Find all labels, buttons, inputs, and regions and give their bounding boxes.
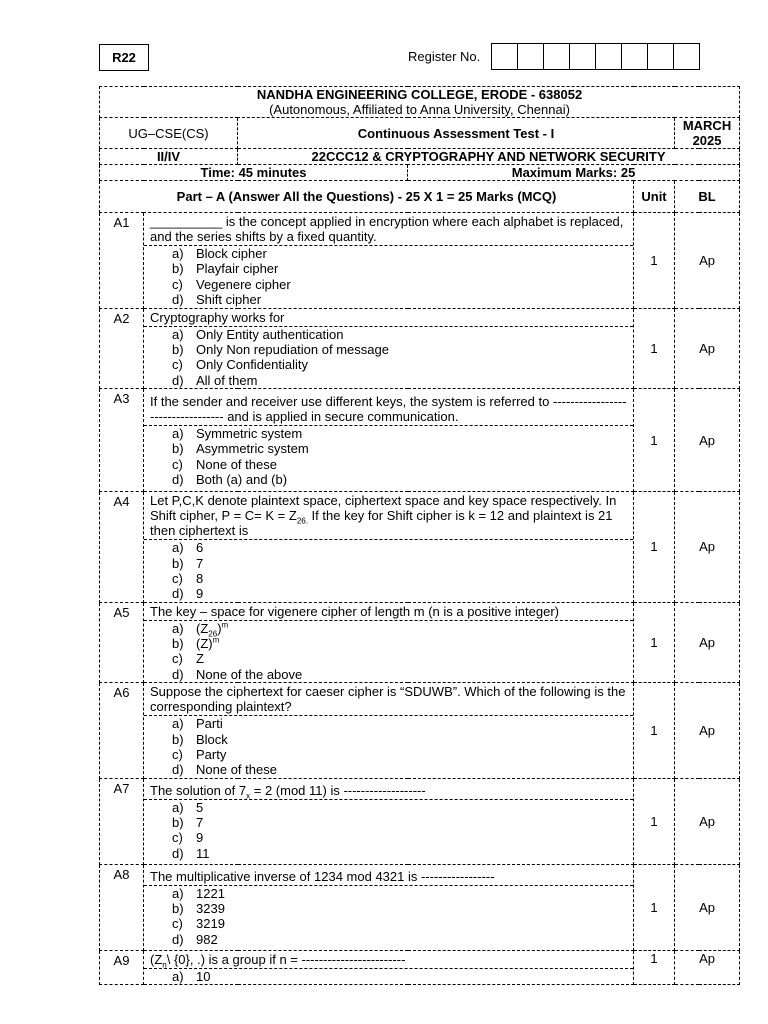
option-subscript: 26 [208, 629, 218, 639]
option-text-part: Shift cipher [196, 292, 262, 308]
option-text [196, 426, 302, 441]
option-text [196, 261, 278, 276]
option-letter: c) [172, 651, 183, 667]
register-digit-box[interactable] [673, 43, 700, 70]
option-item [172, 747, 633, 762]
option-text [196, 901, 225, 916]
option-text-part: 9 [196, 830, 204, 846]
bloom-level: Ap [675, 389, 740, 492]
option-superscript: m [212, 635, 220, 645]
option-letter: c) [172, 747, 183, 763]
question-text [144, 782, 633, 800]
bloom-level: Ap [675, 308, 740, 389]
test-name: Continuous Assessment Test - I [238, 118, 675, 149]
option-text-part: 10 [196, 968, 211, 984]
option-text [196, 651, 204, 666]
bloom-level: Ap [675, 213, 740, 309]
options-list [144, 968, 633, 984]
option-text [196, 571, 203, 586]
part-a-title: Part – A (Answer All the Questions) - 25 X 1 = 25 Marks (MCQ) [100, 181, 634, 213]
register-digit-box[interactable] [491, 43, 518, 70]
register-digit-box[interactable] [647, 43, 674, 70]
unit-value: 1 [634, 950, 675, 984]
regulation-code: R22 [99, 44, 149, 71]
course-title: 22CCC12 & CRYPTOGRAPHY AND NETWORK SECURITY [238, 149, 740, 165]
option-letter: b) [172, 261, 184, 277]
question-text: Cryptography works for [144, 309, 633, 327]
option-text-part: Playfair cipher [196, 261, 279, 277]
question-number: A4 [100, 492, 144, 603]
option-text [196, 277, 291, 292]
option-text-part: Vegenere cipher [196, 276, 291, 292]
question-row [100, 308, 740, 389]
option-item [172, 357, 633, 372]
option-text-part: Parti [196, 716, 223, 732]
question-text: The key – space for vigenere cipher of length m (n is a positive integer) [144, 603, 633, 621]
option-item [172, 292, 633, 307]
option-letter: a) [172, 540, 184, 556]
option-text [196, 830, 203, 845]
options-list [144, 799, 633, 861]
question-text-subscript: n [162, 960, 167, 970]
question-number: A9 [100, 950, 144, 984]
option-item [172, 846, 633, 861]
option-text-part: None of these [196, 762, 277, 778]
question-text-part: Let P,C,K denote plaintext space, ciphertext space and key space respectively. In Shift cipher, P = C= K = Z [150, 493, 617, 524]
question-number: A8 [100, 864, 144, 950]
register-number-label: Register No. [408, 49, 481, 64]
option-text-part: (Z) [196, 636, 213, 652]
year-semester: II/IV [100, 149, 238, 165]
option-letter: c) [172, 456, 183, 472]
option-text [196, 815, 203, 830]
option-text-part: (Z [196, 620, 209, 636]
option-letter: d) [172, 845, 184, 861]
option-text [196, 969, 210, 984]
register-number-boxes [492, 43, 700, 70]
option-text-part: None of the above [196, 666, 303, 682]
option-text-part: ) [217, 620, 222, 636]
option-letter: c) [172, 570, 183, 586]
option-letter: a) [172, 968, 184, 984]
option-item [172, 901, 633, 916]
option-text-part: 8 [196, 570, 204, 586]
unit-value: 1 [634, 492, 675, 603]
option-text [196, 586, 203, 601]
unit-header: Unit [634, 181, 675, 213]
options-list [144, 885, 633, 947]
option-letter: b) [172, 636, 184, 652]
option-item [172, 969, 633, 984]
question-content [144, 602, 634, 683]
question-content [144, 778, 634, 864]
option-text-part: Only Confidentiality [196, 357, 308, 373]
option-text [196, 441, 309, 456]
register-digit-box[interactable] [517, 43, 544, 70]
option-item [172, 815, 633, 830]
question-row [100, 683, 740, 779]
option-text [196, 800, 203, 815]
option-text-part: Z [196, 651, 204, 667]
option-item [172, 620, 633, 639]
question-text-part: = 2 (mod 11) is ------------------- [250, 782, 426, 798]
question-row [100, 950, 740, 984]
option-text-part: Both (a) and (b) [196, 472, 288, 488]
question-text-part: \ {0}, .) is a group if n = ------------------------ [166, 951, 406, 967]
option-text [196, 762, 277, 777]
college-affiliation: (Autonomous, Affiliated to Anna University, Chennai) [269, 102, 570, 117]
option-text [196, 732, 228, 747]
option-item [172, 830, 633, 845]
option-text-part: 5 [196, 799, 204, 815]
college-name: NANDHA ENGINEERING COLLEGE, ERODE - 638052 [256, 87, 583, 102]
option-item [172, 426, 633, 441]
option-text [196, 620, 229, 639]
option-text-part: Block cipher [196, 246, 267, 261]
unit-value: 1 [634, 864, 675, 950]
option-text [196, 472, 287, 487]
option-text-part: 982 [196, 931, 218, 947]
register-digit-box[interactable] [621, 43, 648, 70]
question-content [144, 389, 634, 492]
exam-time: Time: 45 minutes [100, 165, 408, 181]
option-text [196, 246, 267, 261]
option-text [196, 636, 219, 651]
option-item [172, 327, 633, 342]
unit-value: 1 [634, 389, 675, 492]
question-text-part: The solution of 7 [150, 782, 247, 798]
question-number: A7 [100, 778, 144, 864]
option-letter: b) [172, 900, 184, 916]
option-item [172, 540, 633, 555]
question-text: Suppose the ciphertext for caeser cipher is “SDUWB”. Which of the following is the corresponding plaintext? [144, 683, 633, 716]
question-row [100, 389, 740, 492]
option-text-part: 3219 [196, 916, 225, 932]
bloom-level: Ap [675, 492, 740, 603]
question-text-part: (Z [150, 951, 163, 967]
option-text [196, 886, 225, 901]
option-item [172, 800, 633, 815]
option-letter: a) [172, 246, 184, 261]
option-text [196, 327, 343, 342]
option-text-part: Only Non repudiation of message [196, 341, 389, 357]
option-letter: a) [172, 885, 184, 901]
option-text-part: 1221 [196, 885, 225, 901]
option-text-part: Asymmetric system [196, 441, 309, 457]
option-item [172, 441, 633, 456]
question-number: A3 [100, 389, 144, 492]
option-letter: b) [172, 814, 184, 830]
option-text-part: Only Entity authentication [196, 326, 344, 342]
option-item [172, 457, 633, 472]
unit-value: 1 [634, 602, 675, 683]
option-item [172, 636, 633, 651]
question-row [100, 492, 740, 603]
option-item [172, 886, 633, 901]
option-text-part: 7 [196, 814, 204, 830]
option-item [172, 916, 633, 931]
register-digit-box[interactable] [543, 43, 570, 70]
bloom-level: Ap [675, 683, 740, 779]
option-text-part: None of these [196, 456, 277, 472]
option-letter: d) [172, 666, 184, 682]
bloom-level: Ap [675, 864, 740, 950]
option-letter: b) [172, 555, 184, 571]
option-letter: a) [172, 799, 184, 815]
options-list [144, 425, 633, 487]
question-text [144, 492, 633, 540]
question-content [144, 492, 634, 603]
question-number: A5 [100, 602, 144, 683]
exam-month: MARCH 2025 [675, 118, 740, 149]
option-text [196, 457, 277, 472]
options-list [144, 716, 633, 778]
option-text-part: All of them [196, 372, 258, 388]
option-item [172, 556, 633, 571]
option-item [172, 732, 633, 747]
option-item [172, 716, 633, 731]
option-text [196, 667, 302, 682]
question-content [144, 683, 634, 779]
option-item [172, 373, 633, 388]
option-item [172, 246, 633, 261]
option-text-part: 9 [196, 586, 204, 602]
options-list [144, 246, 633, 308]
option-item [172, 342, 633, 357]
option-letter: c) [172, 357, 183, 373]
option-item [172, 932, 633, 947]
question-text-subscript: 26. [296, 516, 308, 526]
question-row [100, 602, 740, 683]
option-item [172, 277, 633, 292]
option-letter: c) [172, 830, 183, 846]
option-item [172, 261, 633, 276]
question-row [100, 778, 740, 864]
question-text-part: If the key for Shift cipher is k = 12 and plaintext is 21 then ciphertext is [150, 508, 613, 539]
option-letter: d) [172, 292, 184, 308]
option-item [172, 472, 633, 487]
option-letter: d) [172, 931, 184, 947]
question-content [144, 213, 634, 309]
option-text [196, 716, 223, 731]
option-letter: d) [172, 762, 184, 778]
college-header [100, 87, 740, 118]
option-letter: c) [172, 916, 183, 932]
question-number: A6 [100, 683, 144, 779]
option-text-part: Symmetric system [196, 425, 303, 441]
question-text: If the sender and receiver use different keys, the system is referred to ---------------------------------- and is applied in secure communication. [144, 393, 633, 426]
programme: UG–CSE(CS) [100, 118, 238, 149]
option-item [172, 651, 633, 666]
option-letter: d) [172, 372, 184, 388]
option-text [196, 916, 225, 931]
option-item [172, 586, 633, 601]
option-text-part: 11 [196, 845, 210, 861]
unit-value: 1 [634, 683, 675, 779]
question-row [100, 864, 740, 950]
question-text: __________ is the concept applied in encryption where each alphabet is replaced, and the series shifts by a fixed quantity. [144, 213, 633, 246]
option-text [196, 556, 203, 571]
option-text-part: 6 [196, 540, 204, 556]
question-text [144, 951, 633, 969]
question-text: The multiplicative inverse of 1234 mod 4321 is ----------------- [144, 868, 633, 886]
option-letter: b) [172, 441, 184, 457]
option-text-part: Block [196, 731, 228, 747]
option-letter: a) [172, 425, 184, 441]
option-text [196, 373, 257, 388]
option-text-part: 7 [196, 555, 204, 571]
option-letter: b) [172, 341, 184, 357]
options-list [144, 326, 633, 388]
bloom-level: Ap [675, 602, 740, 683]
question-content [144, 308, 634, 389]
option-text [196, 747, 226, 762]
question-number: A2 [100, 308, 144, 389]
option-letter: d) [172, 586, 184, 602]
option-item [172, 571, 633, 586]
option-letter: c) [172, 276, 183, 292]
option-text [196, 342, 389, 357]
option-letter: d) [172, 472, 184, 488]
bl-header: BL [675, 181, 740, 213]
options-list [144, 540, 633, 602]
option-letter: b) [172, 731, 184, 747]
option-item [172, 762, 633, 777]
register-digit-box[interactable] [569, 43, 596, 70]
unit-value: 1 [634, 308, 675, 389]
question-text-subscript: x [246, 791, 251, 801]
option-item [172, 667, 633, 682]
option-letter: a) [172, 716, 184, 732]
option-text [196, 540, 203, 555]
question-paper-table [99, 86, 740, 985]
unit-value: 1 [634, 778, 675, 864]
option-text-part: 3239 [196, 900, 225, 916]
options-list [144, 620, 633, 682]
option-text [196, 846, 210, 861]
question-content [144, 950, 634, 984]
option-text-part: Party [196, 747, 227, 763]
question-number: A1 [100, 213, 144, 309]
option-text [196, 292, 261, 307]
register-digit-box[interactable] [595, 43, 622, 70]
bloom-level: Ap [675, 778, 740, 864]
option-letter: a) [172, 620, 184, 636]
question-content [144, 864, 634, 950]
unit-value: 1 [634, 213, 675, 309]
option-text [196, 932, 218, 947]
option-letter: a) [172, 326, 184, 342]
bloom-level: Ap [675, 950, 740, 984]
option-text [196, 357, 308, 372]
option-superscript: m [221, 620, 229, 630]
question-row [100, 213, 740, 309]
maximum-marks: Maximum Marks: 25 [408, 165, 740, 181]
